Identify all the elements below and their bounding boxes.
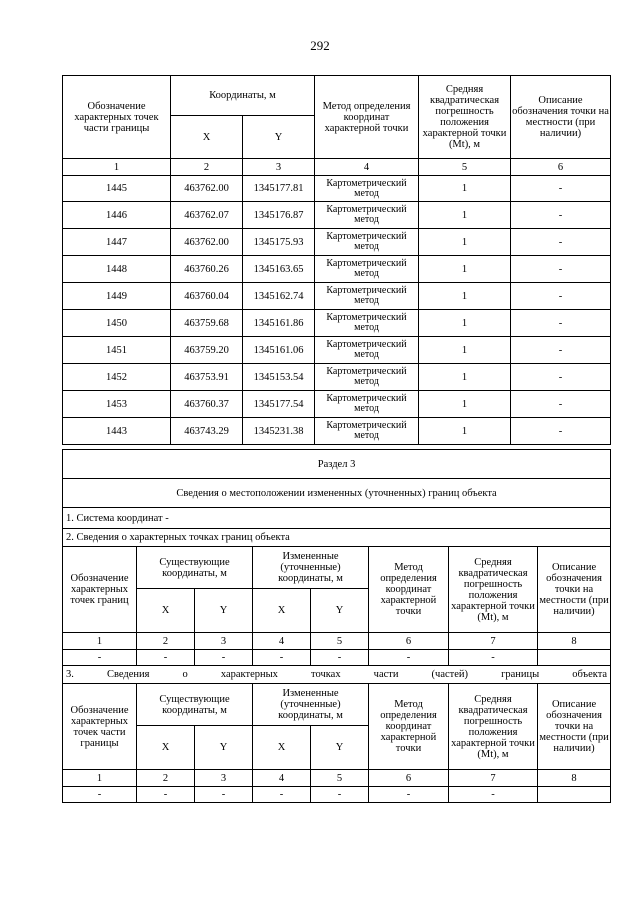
header-x: X bbox=[171, 116, 243, 159]
col-number: 3 bbox=[195, 770, 253, 787]
column-numbers-row bbox=[63, 633, 611, 650]
header-y: Y bbox=[195, 726, 253, 770]
cell-empty bbox=[538, 650, 611, 666]
col-number: 1 bbox=[63, 770, 137, 787]
header-error: Средняя квадратическая погрешность положения характерной точки (Mt), м bbox=[419, 76, 511, 159]
column-numbers-row bbox=[63, 159, 611, 176]
table-row bbox=[63, 650, 611, 666]
points-table bbox=[62, 75, 611, 445]
point-id: 1453 bbox=[63, 391, 171, 418]
header-x: X bbox=[137, 726, 195, 770]
col-number: 5 bbox=[419, 159, 511, 176]
coord-y: 1345163.65 bbox=[243, 256, 315, 283]
method: Картометрический метод bbox=[315, 256, 419, 283]
col-number: 2 bbox=[171, 159, 243, 176]
description: - bbox=[511, 418, 611, 445]
point-id: 1449 bbox=[63, 283, 171, 310]
col-number: 7 bbox=[449, 770, 538, 787]
table-row bbox=[63, 391, 611, 418]
part2-heading: 2. Сведения о характерных точках границ объекта bbox=[63, 529, 611, 547]
description: - bbox=[511, 310, 611, 337]
coord-x: 463753.91 bbox=[171, 364, 243, 391]
description: - bbox=[511, 283, 611, 310]
header-description: Описание обозначения точки на местности (при наличии) bbox=[538, 684, 611, 770]
cell-empty: - bbox=[449, 787, 538, 803]
cell-empty: - bbox=[369, 787, 449, 803]
error: 1 bbox=[419, 256, 511, 283]
header-point-designation: Обозначение характерных точек части границы bbox=[63, 684, 137, 770]
coord-x: 463760.04 bbox=[171, 283, 243, 310]
column-numbers-row bbox=[63, 770, 611, 787]
header-y: Y bbox=[311, 726, 369, 770]
cell-empty: - bbox=[311, 787, 369, 803]
point-id: 1443 bbox=[63, 418, 171, 445]
error: 1 bbox=[419, 337, 511, 364]
header-existing-coords: Существующие координаты, м bbox=[137, 684, 253, 726]
method: Картометрический метод bbox=[315, 202, 419, 229]
cell-empty bbox=[538, 787, 611, 803]
header-method: Метод определения координат характерной точки bbox=[315, 76, 419, 159]
method: Картометрический метод bbox=[315, 310, 419, 337]
table-row bbox=[63, 337, 611, 364]
cell-empty: - bbox=[311, 650, 369, 666]
cell-empty: - bbox=[449, 650, 538, 666]
error: 1 bbox=[419, 310, 511, 337]
col-number: 6 bbox=[369, 633, 449, 650]
error: 1 bbox=[419, 176, 511, 202]
coordinate-system: 1. Система координат - bbox=[63, 508, 611, 529]
header-description: Описание обозначения точки на местности (при наличии) bbox=[511, 76, 611, 159]
method: Картометрический метод bbox=[315, 391, 419, 418]
col-number: 5 bbox=[311, 770, 369, 787]
col-number: 4 bbox=[253, 633, 311, 650]
cell-empty: - bbox=[369, 650, 449, 666]
table-row bbox=[63, 283, 611, 310]
coord-x: 463759.20 bbox=[171, 337, 243, 364]
description: - bbox=[511, 256, 611, 283]
coord-y: 1345231.38 bbox=[243, 418, 315, 445]
part3-heading: 3. Сведения о характерных точках части (частей) границы объекта bbox=[63, 666, 611, 684]
cell-empty: - bbox=[195, 650, 253, 666]
coord-x: 463760.37 bbox=[171, 391, 243, 418]
header-y: Y bbox=[195, 589, 253, 633]
header-coordinates: Координаты, м bbox=[171, 76, 315, 116]
section-subtitle: Сведения о местоположении измененных (уточненных) границ объекта bbox=[63, 479, 611, 508]
method: Картометрический метод bbox=[315, 283, 419, 310]
error: 1 bbox=[419, 283, 511, 310]
error: 1 bbox=[419, 229, 511, 256]
method: Картометрический метод bbox=[315, 418, 419, 445]
cell-empty: - bbox=[137, 650, 195, 666]
table-row bbox=[63, 418, 611, 445]
coord-y: 1345177.54 bbox=[243, 391, 315, 418]
section-title: Раздел 3 bbox=[63, 450, 611, 479]
point-id: 1450 bbox=[63, 310, 171, 337]
col-number: 2 bbox=[137, 770, 195, 787]
col-number: 5 bbox=[311, 633, 369, 650]
header-error: Средняя квадратическая погрешность положения характерной точки (Mt), м bbox=[449, 547, 538, 633]
col-number: 1 bbox=[63, 633, 137, 650]
method: Картометрический метод bbox=[315, 337, 419, 364]
header-method: Метод определения координат характерной точки bbox=[369, 547, 449, 633]
coord-x: 463760.26 bbox=[171, 256, 243, 283]
col-number: 8 bbox=[538, 633, 611, 650]
header-point-designation: Обозначение характерных точек границ bbox=[63, 547, 137, 633]
description: - bbox=[511, 364, 611, 391]
error: 1 bbox=[419, 364, 511, 391]
description: - bbox=[511, 391, 611, 418]
header-x: X bbox=[137, 589, 195, 633]
description: - bbox=[511, 202, 611, 229]
header-x: X bbox=[253, 726, 311, 770]
point-id: 1448 bbox=[63, 256, 171, 283]
header-changed-coords: Измененные (уточненные) координаты, м bbox=[253, 547, 369, 589]
description: - bbox=[511, 229, 611, 256]
cell-empty: - bbox=[63, 787, 137, 803]
page-number: 292 bbox=[310, 38, 330, 53]
description: - bbox=[511, 337, 611, 364]
col-number: 7 bbox=[449, 633, 538, 650]
error: 1 bbox=[419, 418, 511, 445]
coord-x: 463762.00 bbox=[171, 176, 243, 202]
col-number: 3 bbox=[243, 159, 315, 176]
point-id: 1445 bbox=[63, 176, 171, 202]
coord-y: 1345161.86 bbox=[243, 310, 315, 337]
header-point-designation: Обозначение характерных точек части границы bbox=[63, 76, 171, 159]
coord-x: 463762.00 bbox=[171, 229, 243, 256]
point-id: 1452 bbox=[63, 364, 171, 391]
header-y: Y bbox=[311, 589, 369, 633]
col-number: 1 bbox=[63, 159, 171, 176]
coord-y: 1345161.06 bbox=[243, 337, 315, 364]
point-id: 1446 bbox=[63, 202, 171, 229]
col-number: 6 bbox=[511, 159, 611, 176]
cell-empty: - bbox=[137, 787, 195, 803]
description: - bbox=[511, 176, 611, 202]
header-error: Средняя квадратическая погрешность положения характерной точки (Mt), м bbox=[449, 684, 538, 770]
table-row bbox=[63, 256, 611, 283]
table-row bbox=[63, 787, 611, 803]
col-number: 6 bbox=[369, 770, 449, 787]
coord-y: 1345153.54 bbox=[243, 364, 315, 391]
header-changed-coords: Измененные (уточненные) координаты, м bbox=[253, 684, 369, 726]
col-number: 2 bbox=[137, 633, 195, 650]
cell-empty: - bbox=[253, 787, 311, 803]
cell-empty: - bbox=[195, 787, 253, 803]
cell-empty: - bbox=[253, 650, 311, 666]
table-row bbox=[63, 176, 611, 202]
col-number: 8 bbox=[538, 770, 611, 787]
error: 1 bbox=[419, 202, 511, 229]
coord-y: 1345176.87 bbox=[243, 202, 315, 229]
header-x: X bbox=[253, 589, 311, 633]
table-row bbox=[63, 202, 611, 229]
method: Картометрический метод bbox=[315, 176, 419, 202]
coord-y: 1345162.74 bbox=[243, 283, 315, 310]
header-method: Метод определения координат характерной точки bbox=[369, 684, 449, 770]
coord-y: 1345175.93 bbox=[243, 229, 315, 256]
header-y: Y bbox=[243, 116, 315, 159]
coord-y: 1345177.81 bbox=[243, 176, 315, 202]
col-number: 4 bbox=[253, 770, 311, 787]
point-id: 1447 bbox=[63, 229, 171, 256]
header-description: Описание обозначения точки на местности (при наличии) bbox=[538, 547, 611, 633]
coord-x: 463759.68 bbox=[171, 310, 243, 337]
point-id: 1451 bbox=[63, 337, 171, 364]
coord-x: 463762.07 bbox=[171, 202, 243, 229]
error: 1 bbox=[419, 391, 511, 418]
header-existing-coords: Существующие координаты, м bbox=[137, 547, 253, 589]
method: Картометрический метод bbox=[315, 364, 419, 391]
col-number: 4 bbox=[315, 159, 419, 176]
cell-empty: - bbox=[63, 650, 137, 666]
method: Картометрический метод bbox=[315, 229, 419, 256]
table-row bbox=[63, 310, 611, 337]
section3-table bbox=[62, 449, 611, 803]
col-number: 3 bbox=[195, 633, 253, 650]
table-row bbox=[63, 364, 611, 391]
table-row bbox=[63, 229, 611, 256]
coord-x: 463743.29 bbox=[171, 418, 243, 445]
